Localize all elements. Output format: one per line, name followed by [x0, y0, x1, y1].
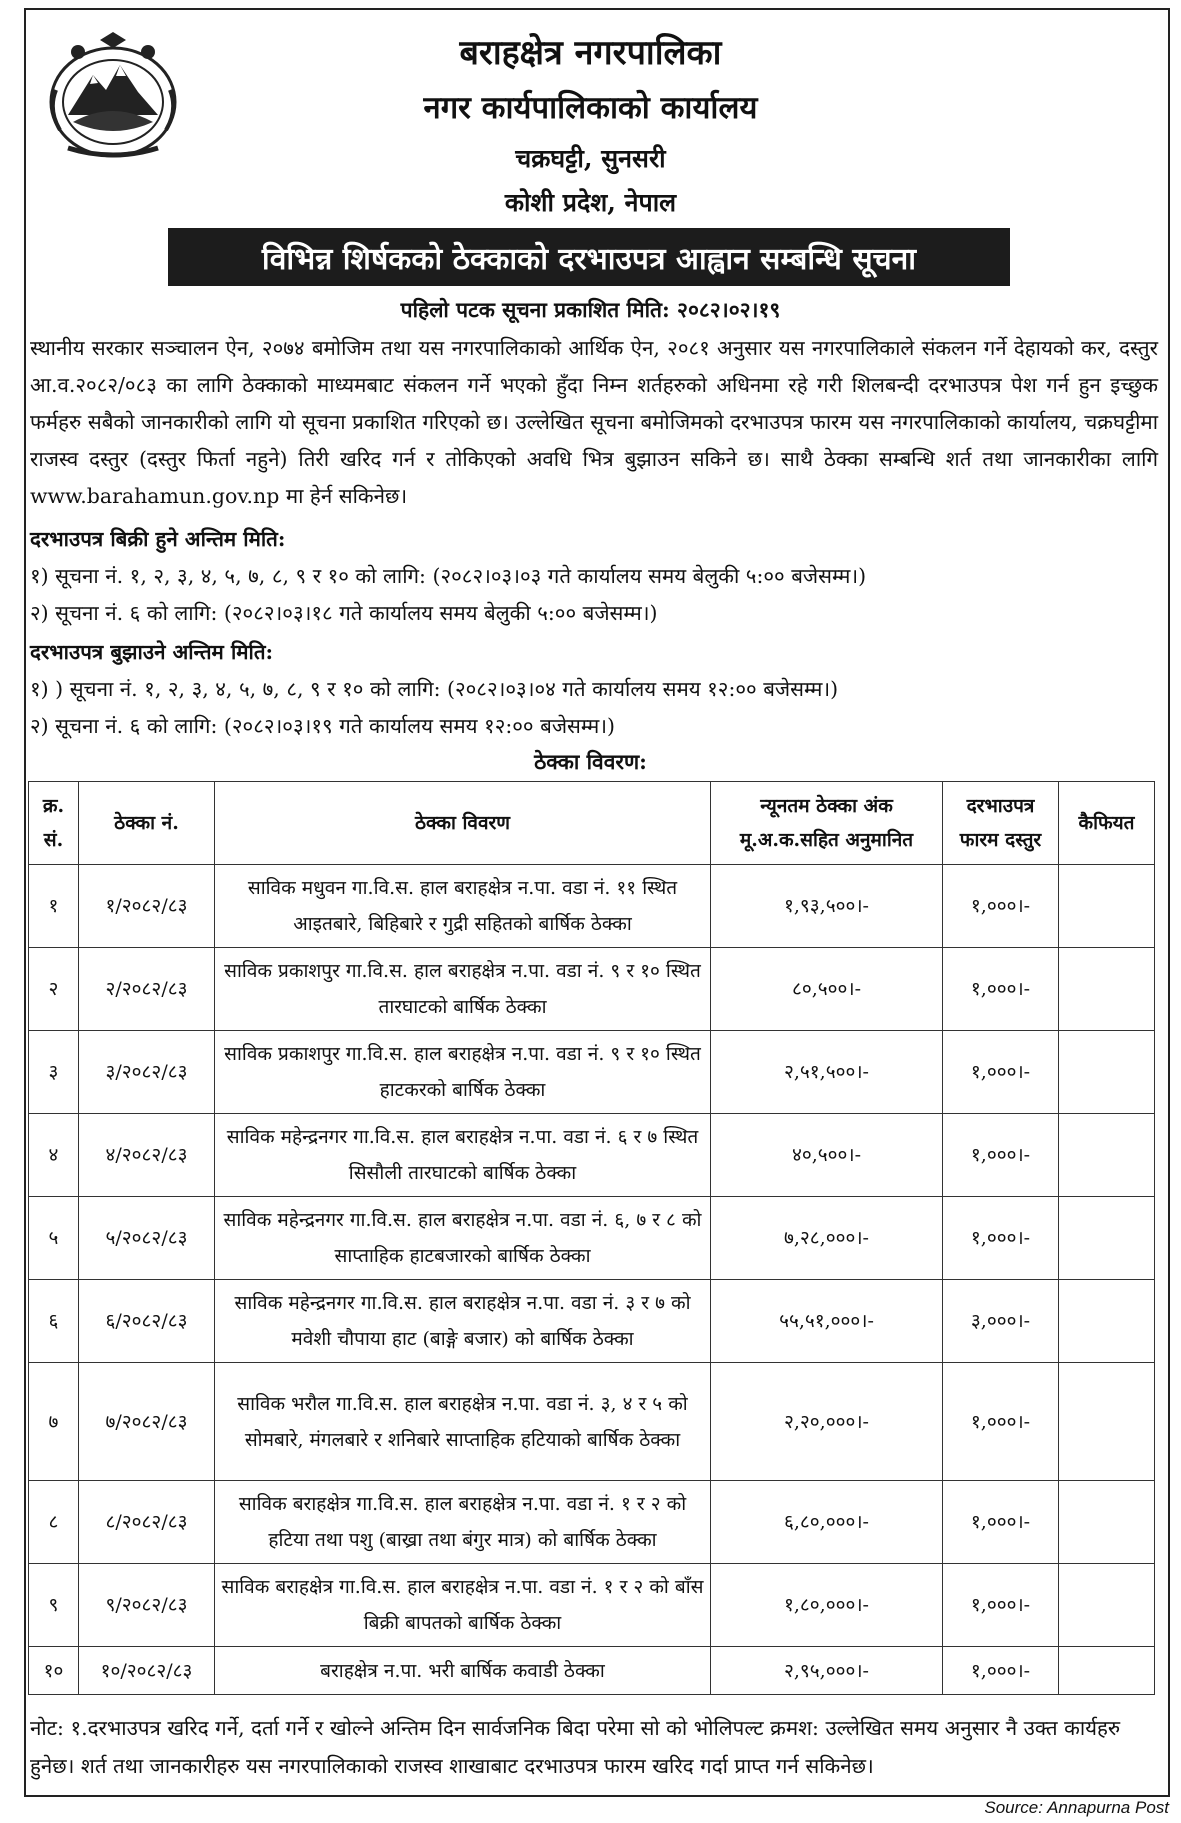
cell-form-fee: १,०००।- — [943, 865, 1059, 948]
address-line-2: कोशी प्रदेश, नेपाल — [504, 188, 677, 217]
cell-form-fee: १,०००।- — [943, 1481, 1059, 1564]
contract-table — [28, 781, 1155, 1695]
col-header-sn: क्र. सं. — [29, 782, 79, 865]
cell-contract-no: ५/२०८२/८३ — [79, 1197, 215, 1280]
cell-form-fee: ३,०००।- — [943, 1280, 1059, 1363]
intro-paragraph: स्थानीय सरकार सञ्चालन ऐन, २०७४ बमोजिम तथा यस नगरपालिकाको आर्थिक ऐन, २०८१ अनुसार यस नगरपालिकाले संकलन गर्ने देहायको कर, दस्तुर आ.व.२०८२/०८३ का लागि ठेक्काको माध्यमबाट संकलन गर्ने भएको हुँदा निम्न शर्तहरुको अधिनमा रहे गरी शिलबन्दी दरभाउपत्र पेश गर्न हुन इच्छुक फर्महरु सबैको जानकारीको लागि यो सूचना प्रकाशित गरिएको छ। उल्लेखित सूचना बमोजिमको दरभाउपत्र फारम यस नगरपालिकाको कार्यालय, चक्रघट्टीमा राजस्व दस्तुर (दस्तुर फिर्ता नहुने) तिरी खरिद गर्न र तोकिएको अवधि भित्र बुझाउन सकिने छ। साथै ठेक्का सम्बन्धि शर्त तथा जानकारीका लागि www.barahamun.gov.np मा हेर्न सकिनेछ। — [30, 336, 1158, 508]
cell-sn: ७ — [29, 1363, 79, 1481]
cell-sn: ९ — [29, 1564, 79, 1647]
sale-deadline-item: २) सूचना नं. ६ को लागि: (२०८२।०३।१८ गते कार्यालय समय बेलुकी ५:०० बजेसम्म।) — [30, 601, 658, 625]
cell-form-fee: १,०००।- — [943, 1031, 1059, 1114]
cell-description: साविक महेन्द्रनगर गा.वि.स. हाल बराहक्षेत्र न.पा. वडा नं. ६ र ७ स्थित सिसौली तारघाटको बार्षिक ठेक्का — [215, 1114, 711, 1197]
table-header-row — [29, 782, 1155, 865]
cell-amount: २,२०,०००।- — [711, 1363, 943, 1481]
cell-sn: २ — [29, 948, 79, 1031]
notice-title: विभिन्न शिर्षकको ठेक्काको दरभाउपत्र आह्वान सम्बन्धि सूचना — [261, 241, 917, 277]
cell-amount: २,५१,५००।- — [711, 1031, 943, 1114]
cell-remarks — [1059, 1197, 1155, 1280]
cell-amount: ५५,५१,०००।- — [711, 1280, 943, 1363]
source-credit: Source: Annapurna Post — [984, 1798, 1169, 1817]
cell-form-fee: १,०००।- — [943, 1197, 1059, 1280]
cell-description: साविक महेन्द्रनगर गा.वि.स. हाल बराहक्षेत्र न.पा. वडा नं. ६, ७ र ८ को साप्ताहिक हाटबजारको बार्षिक ठेक्का — [215, 1197, 711, 1280]
cell-contract-no: ३/२०८२/८३ — [79, 1031, 215, 1114]
col-header-amount: न्यूनतम ठेक्का अंक मू.अ.क.सहित अनुमानित — [711, 782, 943, 865]
cell-sn: ५ — [29, 1197, 79, 1280]
cell-sn: १० — [29, 1647, 79, 1695]
table-row — [29, 1481, 1155, 1564]
office-name: नगर कार्यपालिकाको कार्यालय — [423, 90, 758, 126]
cell-amount: ८०,५००।- — [711, 948, 943, 1031]
col-header-remarks: कैफियत — [1059, 782, 1155, 865]
table-row — [29, 1280, 1155, 1363]
col-header-description: ठेक्का विवरण — [215, 782, 711, 865]
cell-form-fee: १,०००।- — [943, 1564, 1059, 1647]
cell-remarks — [1059, 948, 1155, 1031]
cell-form-fee: १,०००।- — [943, 1647, 1059, 1695]
cell-remarks — [1059, 1280, 1155, 1363]
cell-form-fee: १,०००।- — [943, 1114, 1059, 1197]
cell-contract-no: ४/२०८२/८३ — [79, 1114, 215, 1197]
cell-remarks — [1059, 865, 1155, 948]
cell-remarks — [1059, 1031, 1155, 1114]
cell-form-fee: १,०००।- — [943, 1363, 1059, 1481]
cell-sn: ४ — [29, 1114, 79, 1197]
cell-sn: ६ — [29, 1280, 79, 1363]
cell-sn: १ — [29, 865, 79, 948]
cell-amount: ४०,५००।- — [711, 1114, 943, 1197]
cell-amount: १,८०,०००।- — [711, 1564, 943, 1647]
cell-description: साविक बराहक्षेत्र गा.वि.स. हाल बराहक्षेत्र न.पा. वडा नं. १ र २ को हटिया तथा पशु (बाख्रा तथा बंगुर मात्र) को बार्षिक ठेक्का — [215, 1481, 711, 1564]
table-row — [29, 1363, 1155, 1481]
address-line-1: चक्रघट्टी, सुनसरी — [515, 144, 666, 173]
submit-deadline-item: १) ) सूचना नं. १, २, ३, ४, ५, ७, ८, ९ र १० को लागि: (२०८२।०३।०४ गते कार्यालय समय १२:०० बजेसम्म।) — [30, 677, 839, 701]
cell-contract-no: ६/२०८२/८३ — [79, 1280, 215, 1363]
table-row — [29, 1197, 1155, 1280]
notice-title-banner — [168, 228, 1010, 286]
cell-contract-no: ९/२०८२/८३ — [79, 1564, 215, 1647]
cell-description: साविक प्रकाशपुर गा.वि.स. हाल बराहक्षेत्र न.पा. वडा नं. ९ र १० स्थित तारघाटको बार्षिक ठेक्का — [215, 948, 711, 1031]
cell-contract-no: २/२०८२/८३ — [79, 948, 215, 1031]
cell-form-fee: १,०००।- — [943, 948, 1059, 1031]
cell-contract-no: ७/२०८२/८३ — [79, 1363, 215, 1481]
cell-amount: २,९५,०००।- — [711, 1647, 943, 1695]
table-row — [29, 1647, 1155, 1695]
table-row — [29, 948, 1155, 1031]
cell-remarks — [1059, 1481, 1155, 1564]
cell-sn: ८ — [29, 1481, 79, 1564]
cell-contract-no: १/२०८२/८३ — [79, 865, 215, 948]
footer-note: नोट: १.दरभाउपत्र खरिद गर्ने, दर्ता गर्ने र खोल्ने अन्तिम दिन सार्वजनिक बिदा परेमा सो को भोलिपल्ट क्रमश: उल्लेखित समय अनुसार नै उक्त कार्यहरु हुनेछ। शर्त तथा जानकारीहरु यस नगरपालिकाको राजस्व शाखाबाट दरभाउपत्र फारम खरिद गर्दा प्राप्त गर्न सकिनेछ। — [30, 1716, 1121, 1778]
table-row — [29, 1031, 1155, 1114]
cell-description: साविक भरौल गा.वि.स. हाल बराहक्षेत्र न.पा. वडा नं. ३, ४ र ५ को सोमबारे, मंगलबारे र शनिबारे साप्ताहिक हटियाको बार्षिक ठेक्का — [215, 1363, 711, 1481]
cell-description: साविक प्रकाशपुर गा.वि.स. हाल बराहक्षेत्र न.पा. वडा नं. ९ र १० स्थित हाटकरको बार्षिक ठेक्का — [215, 1031, 711, 1114]
cell-remarks — [1059, 1114, 1155, 1197]
publish-date: पहिलो पटक सूचना प्रकाशित मिति: २०८२।०२।१९ — [400, 297, 781, 322]
table-row — [29, 1114, 1155, 1197]
municipality-name: बराहक्षेत्र नगरपालिका — [459, 33, 722, 73]
cell-sn: ३ — [29, 1031, 79, 1114]
table-row — [29, 1564, 1155, 1647]
cell-description: साविक बराहक्षेत्र गा.वि.स. हाल बराहक्षेत्र न.पा. वडा नं. १ र २ को बाँस बिक्री बापतको बार्षिक ठेक्का — [215, 1564, 711, 1647]
cell-contract-no: ८/२०८२/८३ — [79, 1481, 215, 1564]
cell-description: बराहक्षेत्र न.पा. भरी बार्षिक कवाडी ठेक्का — [215, 1647, 711, 1695]
cell-contract-no: १०/२०८२/८३ — [79, 1647, 215, 1695]
cell-remarks — [1059, 1647, 1155, 1695]
submit-deadline-heading: दरभाउपत्र बुझाउने अन्तिम मिति: — [30, 640, 274, 664]
cell-description: साविक महेन्द्रनगर गा.वि.स. हाल बराहक्षेत्र न.पा. वडा नं. ३ र ७ को मवेशी चौपाया हाट (बाङ्गे बजार) को बार्षिक ठेक्का — [215, 1280, 711, 1363]
cell-amount: ६,८०,०००।- — [711, 1481, 943, 1564]
cell-amount: १,९३,५००।- — [711, 865, 943, 948]
cell-remarks — [1059, 1564, 1155, 1647]
col-header-form-fee: दरभाउपत्र फारम दस्तुर — [943, 782, 1059, 865]
sale-deadline-heading: दरभाउपत्र बिक्री हुने अन्तिम मिति: — [30, 527, 286, 551]
cell-remarks — [1059, 1363, 1155, 1481]
table-row — [29, 865, 1155, 948]
cell-description: साविक मधुवन गा.वि.स. हाल बराहक्षेत्र न.पा. वडा नं. ११ स्थित आइतबारे, बिहिबारे र गुद्री सहितको बार्षिक ठेक्का — [215, 865, 711, 948]
col-header-contract-no: ठेक्का नं. — [79, 782, 215, 865]
cell-amount: ७,२८,०००।- — [711, 1197, 943, 1280]
table-title: ठेक्का विवरण: — [534, 749, 647, 774]
submit-deadline-item: २) सूचना नं. ६ को लागि: (२०८२।०३।१९ गते कार्यालय समय १२:०० बजेसम्म।) — [30, 714, 616, 738]
sale-deadline-item: १) सूचना नं. १, २, ३, ४, ५, ७, ८, ९ र १० को लागि: (२०८२।०३।०३ गते कार्यालय समय बेलुकी ५:०० बजेसम्म।) — [30, 564, 867, 588]
